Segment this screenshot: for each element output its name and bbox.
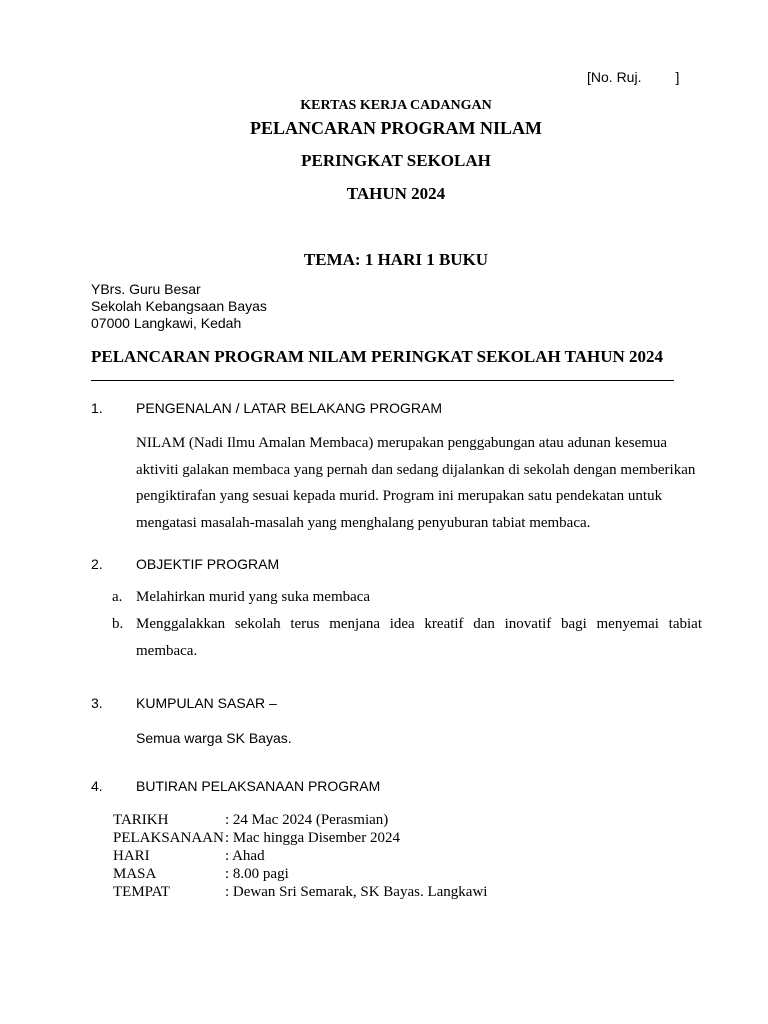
detail-value: : 24 Mac 2024 (Perasmian) — [225, 812, 389, 828]
detail-row-pelaksanaan — [113, 829, 487, 847]
section-4-number: 4. — [91, 778, 103, 794]
detail-value: : Ahad — [225, 848, 265, 864]
reference-close: ] — [675, 69, 680, 85]
title-underline — [91, 380, 674, 381]
detail-value: : Dewan Sri Semarak, SK Bayas. Langkawi — [225, 884, 488, 900]
section-3-number: 3. — [91, 695, 103, 711]
section-4-heading: BUTIRAN PELAKSANAAN PROGRAM — [136, 778, 381, 794]
address-line-2: Sekolah Kebangsaan Bayas — [91, 298, 267, 314]
address-line-3: 07000 Langkawi, Kedah — [91, 315, 242, 331]
header-line-4: TAHUN 2024 — [346, 184, 446, 203]
section-2-number: 2. — [91, 556, 103, 572]
detail-row-masa — [113, 865, 487, 883]
detail-row-hari — [113, 847, 487, 865]
address-line-1: YBrs. Guru Besar — [91, 281, 201, 297]
theme-title: TEMA: 1 HARI 1 BUKU — [303, 250, 489, 269]
recipient-address — [91, 281, 267, 332]
header-line-2: PELANCARAN PROGRAM NILAM — [250, 118, 542, 138]
objective-text: Melahirkan murid yang suka membaca — [136, 589, 371, 605]
section-1-heading: PENGENALAN / LATAR BELAKANG PROGRAM — [136, 400, 443, 416]
main-title: PELANCARAN PROGRAM NILAM PERINGKAT SEKOLAH TAHUN 2024 — [91, 347, 664, 366]
detail-key: HARI — [113, 848, 150, 864]
objective-item-a — [112, 584, 702, 611]
section-1-number: 1. — [91, 400, 103, 416]
detail-key: TARIKH — [113, 812, 169, 828]
detail-value: : Mac hingga Disember 2024 — [225, 830, 400, 846]
reference-number — [587, 69, 679, 85]
section-2-heading: OBJEKTIF PROGRAM — [136, 556, 280, 572]
section-3-heading: KUMPULAN SASAR – — [136, 695, 277, 711]
objective-item-b — [112, 611, 702, 665]
detail-row-tarikh — [113, 811, 487, 829]
objective-marker: b. — [112, 616, 124, 632]
objective-marker: a. — [112, 589, 123, 605]
implementation-details — [113, 811, 487, 901]
header-line-1: KERTAS KERJA CADANGAN — [300, 98, 492, 113]
detail-key: PELAKSANAAN — [113, 830, 224, 846]
header-line-3: PERINGKAT SEKOLAH — [301, 151, 491, 170]
detail-key: MASA — [113, 866, 157, 882]
section-3-body: Semua warga SK Bayas. — [136, 730, 292, 746]
detail-row-tempat — [113, 883, 487, 901]
reference-label: [No. Ruj. — [587, 69, 642, 85]
objective-text: Menggalakkan sekolah terus menjana idea kreatif dan inovatif bagi menyemai tabiat membaca. — [136, 616, 702, 659]
section-1-body: NILAM (Nadi Ilmu Amalan Membaca) merupakan penggabungan atau adunan kesemua aktiviti galakan membaca yang pernah dan sedang dijalankan di sekolah dengan memberikan pengiktirafan yang sesuai kepada murid. Program ini merupakan satu pendekatan untuk mengatasi masalah-masalah yang menghalang penyuburan tabiat membaca. — [136, 435, 696, 531]
detail-value: : 8.00 pagi — [225, 866, 289, 882]
detail-key: TEMPAT — [113, 884, 170, 900]
